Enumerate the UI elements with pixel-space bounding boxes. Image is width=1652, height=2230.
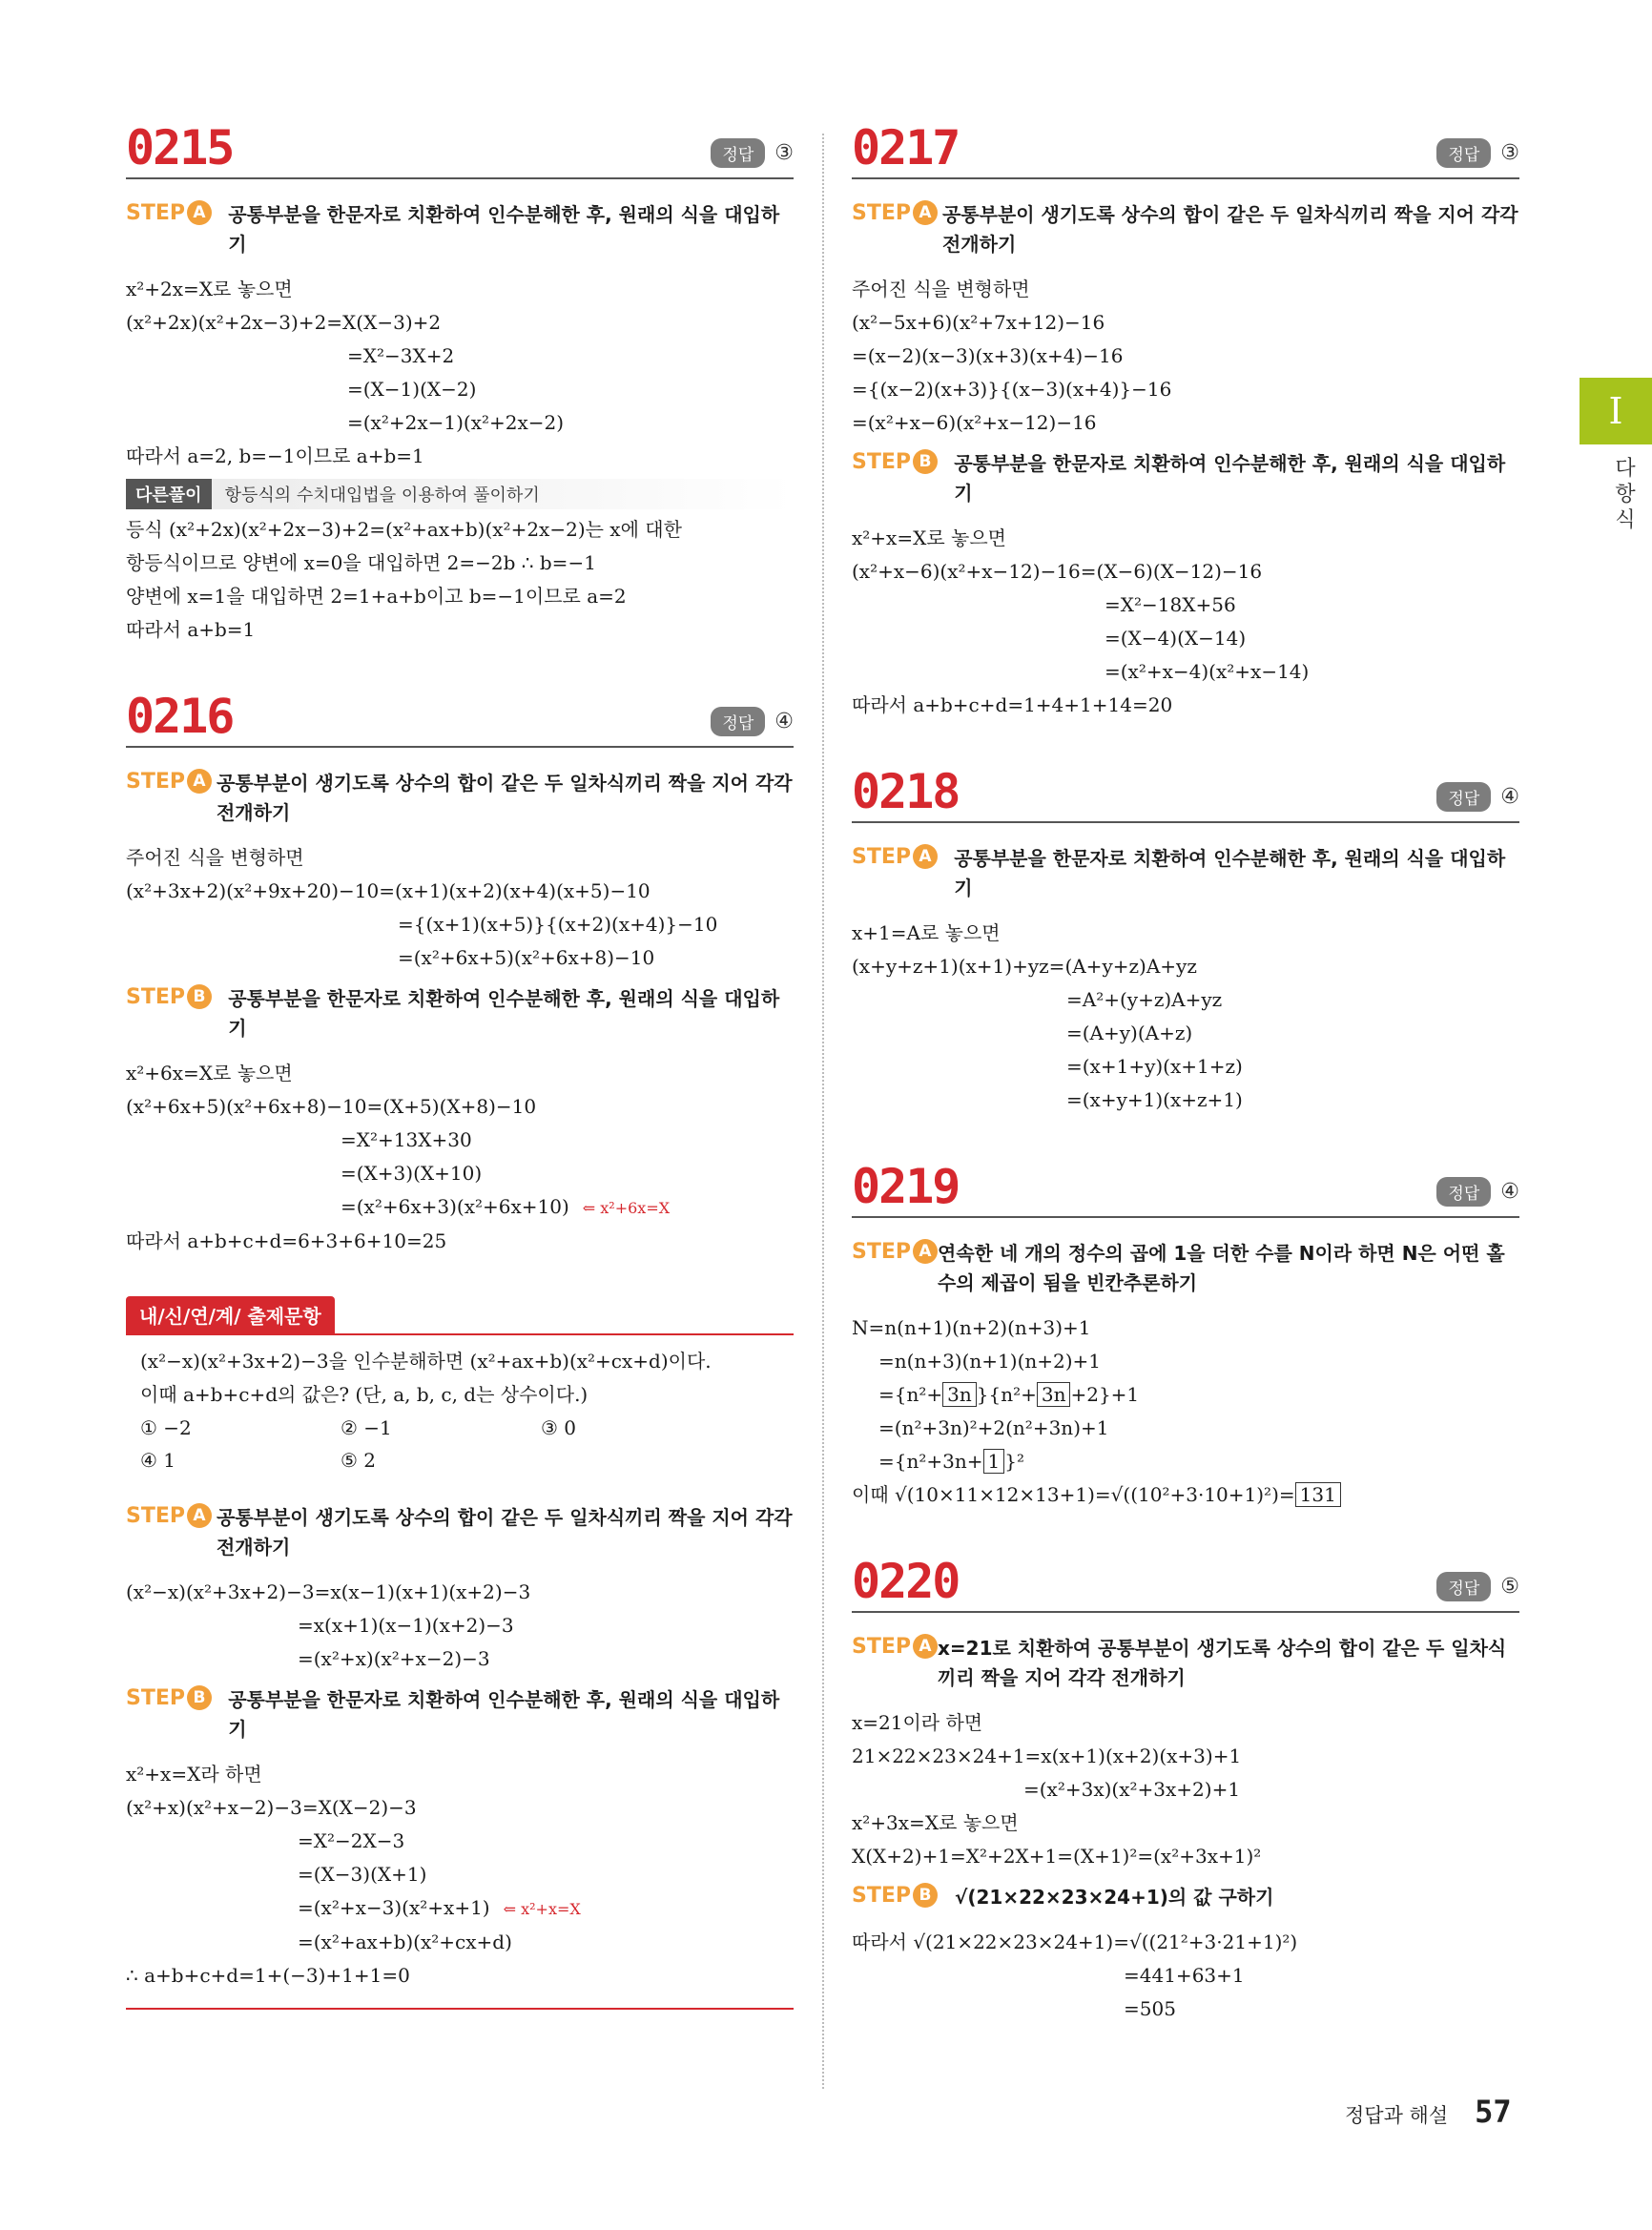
solution-line: =(x²+6x+3)(x²+6x+10) ⇐ x²+6x=X: [341, 1195, 671, 1218]
solution-line: 따라서 a=2, b=−1이므로 a+b=1: [126, 444, 424, 467]
solution-line: =(x²+x−6)(x²+x−12)−16: [852, 411, 1097, 434]
naesin-badge: 내/신/연/계/ 출제문항: [126, 1296, 335, 1333]
solution-line: ={n²+ 3n }{n²+ 3n +2}+1: [878, 1383, 1140, 1406]
step-a: STEP A 공통부분이 생기도록 상수의 합이 같은 두 일차식끼리 짝을 지어 각각 전개하기: [126, 1503, 794, 1562]
answer: [711, 707, 794, 736]
step-title: 공통부분을 한문자로 치환하여 인수분해한 후, 원래의 식을 대입하기: [954, 452, 1506, 505]
solution-line: ={n²+3n+ 1 }²: [878, 1450, 1024, 1473]
alternative-solution-header: [126, 479, 794, 509]
problem-0216: [126, 689, 794, 1258]
solution-line: (x²−5x+6)(x²+7x+12)−16: [852, 311, 1105, 334]
problem-0219: [852, 1159, 1519, 1512]
step-a: STEP A 연속한 네 개의 정수의 곱에 1을 더한 수를 N이라 하면 N은 어떤 홀수의 제곱이 됨을 빈칸추론하기: [852, 1239, 1519, 1298]
step-title: 공통부분을 한문자로 치환하여 인수분해한 후, 원래의 식을 대입하기: [228, 1688, 780, 1741]
answer-value: ④: [1500, 1180, 1519, 1204]
solution-line: =(X+3)(X+10): [341, 1162, 483, 1185]
solution-line: =(x+y+1)(x+z+1): [1066, 1088, 1243, 1111]
solution-line: x=21이라 하면: [852, 1711, 983, 1734]
solution-line: 따라서 a+b+c+d=1+4+1+14=20: [852, 693, 1173, 716]
solution-line: =A²+(y+z)A+yz: [1066, 988, 1223, 1011]
choice[interactable]: ② −1: [341, 1416, 392, 1439]
step-title: 공통부분이 생기도록 상수의 합이 같은 두 일차식끼리 짝을 지어 각각 전개하기: [941, 203, 1518, 256]
solution-line: =(X−1)(X−2): [347, 378, 477, 401]
step-letter-icon: B: [187, 1685, 212, 1710]
question-line: 이때 a+b+c+d의 값은? (단, a, b, c, d는 상수이다.): [140, 1383, 589, 1406]
step-title: 공통부분이 생기도록 상수의 합이 같은 두 일차식끼리 짝을 지어 각각 전개하기: [216, 1506, 793, 1559]
solution-line: =(X−3)(X+1): [298, 1863, 427, 1886]
solution-line: (x²+x)(x²+x−2)−3=X(X−2)−3: [126, 1796, 417, 1819]
alt-line: 등식 (x²+2x)(x²+2x−3)+2=(x²+ax+b)(x²+2x−2)는 x에 대한: [126, 518, 682, 541]
chapter-tab[interactable]: I: [1580, 378, 1652, 444]
problem-number: 0220: [852, 1554, 960, 1609]
answer: [711, 138, 794, 168]
solution-line: x²+x=X로 놓으면: [852, 527, 1006, 549]
step-b: STEP B 공통부분을 한문자로 치환하여 인수분해한 후, 원래의 식을 대입하기: [852, 449, 1519, 508]
left-column: [126, 120, 794, 2010]
choices: [126, 1412, 794, 1476]
answer: [1436, 1572, 1519, 1601]
answer: [1436, 782, 1519, 812]
column-divider: [822, 134, 824, 2089]
answer-value: ④: [774, 710, 794, 733]
alt-title: 항등식의 수치대입법을 이용하여 풀이하기: [224, 485, 540, 506]
step-letter-icon: A: [913, 1634, 938, 1659]
choice[interactable]: ③ 0: [541, 1416, 577, 1439]
choice[interactable]: ④ 1: [140, 1449, 176, 1472]
solution-line: =(x²+x−4)(x²+x−14): [1105, 660, 1310, 683]
answer-badge: 정답: [1436, 1572, 1491, 1601]
step-a: STEP A 공통부분이 생기도록 상수의 합이 같은 두 일차식끼리 짝을 지어 각각 전개하기: [852, 200, 1519, 259]
answer-badge: 정답: [1436, 782, 1491, 812]
problem-0218: [852, 764, 1519, 1117]
page-number: 57: [1475, 2094, 1512, 2130]
solution-line: =(x−2)(x−3)(x+3)(x+4)−16: [852, 344, 1124, 367]
answer: [1436, 1177, 1519, 1207]
step-a: STEP A x=21로 치환하여 공통부분이 생기도록 상수의 합이 같은 두 일차식끼리 짝을 지어 각각 전개하기: [852, 1634, 1519, 1693]
step-letter-icon: B: [913, 1883, 938, 1908]
answer-value: ③: [774, 141, 794, 165]
step-letter-icon: A: [187, 1503, 212, 1528]
solution-line: (x²+6x+5)(x²+6x+8)−10=(X+5)(X+8)−10: [126, 1095, 537, 1118]
step-title: 공통부분을 한문자로 치환하여 인수분해한 후, 원래의 식을 대입하기: [228, 203, 780, 256]
alt-line: 따라서 a+b=1: [126, 618, 256, 641]
answer-badge: 정답: [1436, 138, 1491, 168]
solution-line: =(X−4)(X−14): [1105, 627, 1247, 650]
solution-line: (x²+2x)(x²+2x−3)+2=X(X−3)+2: [126, 311, 442, 334]
solution-line: x+1=A로 놓으면: [852, 921, 1001, 944]
answer-badge: 정답: [1436, 1177, 1491, 1207]
alt-line: 양변에 x=1을 대입하면 2=1+a+b이고 b=−1이므로 a=2: [126, 585, 627, 608]
step-letter-icon: B: [187, 984, 212, 1009]
answer: [1436, 138, 1519, 168]
problem-0220: [852, 1554, 1519, 2026]
solution-line: =X²−2X−3: [298, 1829, 405, 1852]
problem-number: 0216: [126, 689, 234, 744]
alt-badge: 다른풀이: [126, 479, 212, 509]
answer-value: ④: [1500, 785, 1519, 809]
step-a: STEP A 공통부분이 생기도록 상수의 합이 같은 두 일차식끼리 짝을 지어 각각 전개하기: [126, 769, 794, 828]
problem-number: 0217: [852, 120, 960, 176]
step-title: 공통부분을 한문자로 치환하여 인수분해한 후, 원래의 식을 대입하기: [228, 987, 780, 1040]
solution-line: 주어진 식을 변형하면: [126, 846, 304, 869]
substitution-note: ⇐ x²+6x=X: [582, 1199, 671, 1217]
problem-number: 0215: [126, 120, 234, 176]
step-b: STEP B 공통부분을 한문자로 치환하여 인수분해한 후, 원래의 식을 대입하기: [126, 1685, 794, 1745]
solution-line: =(x²+x−3)(x²+x+1) ⇐ x²+x=X: [298, 1896, 581, 1919]
solution-line: =X²+13X+30: [341, 1128, 472, 1151]
solution-line: (x+y+z+1)(x+1)+yz=(A+y+z)A+yz: [852, 955, 1197, 978]
solution-line: ={(x+1)(x+5)}{(x+2)(x+4)}−10: [398, 913, 718, 936]
question-line: (x²−x)(x²+3x+2)−3을 인수분해하면 (x²+ax+b)(x²+cx+d)이다.: [140, 1350, 712, 1373]
solution-line: (x²+x−6)(x²+x−12)−16=(X−6)(X−12)−16: [852, 560, 1263, 583]
blank-box: 131: [1295, 1482, 1341, 1507]
solution-line: x²+x=X라 하면: [126, 1763, 262, 1786]
step-letter-icon: A: [913, 200, 938, 225]
solution-line: x²+2x=X로 놓으면: [126, 278, 293, 300]
step-title: x=21로 치환하여 공통부분이 생기도록 상수의 합이 같은 두 일차식끼리 짝을 지어 각각 전개하기: [938, 1637, 1507, 1689]
substitution-note: ⇐ x²+x=X: [503, 1900, 581, 1918]
solution-line: =n(n+3)(n+1)(n+2)+1: [878, 1350, 1102, 1373]
naesin-problem: [126, 1296, 794, 2010]
problem-number: 0219: [852, 1159, 960, 1214]
step-title: 공통부분을 한문자로 치환하여 인수분해한 후, 원래의 식을 대입하기: [954, 847, 1506, 899]
solution-line: =x(x+1)(x−1)(x+2)−3: [298, 1614, 514, 1637]
solution-line: 21×22×23×24+1=x(x+1)(x+2)(x+3)+1: [852, 1745, 1242, 1767]
solution-line: =(n²+3n)²+2(n²+3n)+1: [878, 1416, 1109, 1439]
solution-line: =441+63+1: [1124, 1964, 1245, 1987]
problem-0217: [852, 120, 1519, 722]
answer-value: ③: [1500, 141, 1519, 165]
alt-line: 항등식이므로 양변에 x=0을 대입하면 2=−2b ∴ b=−1: [126, 551, 596, 574]
solution-line: =(A+y)(A+z): [1066, 1022, 1193, 1044]
choice[interactable]: ⑤ 2: [341, 1449, 377, 1472]
problem-number: 0218: [852, 764, 960, 819]
solution-line: X(X+2)+1=X²+2X+1=(X+1)²=(x²+3x+1)²: [852, 1845, 1262, 1868]
footer-text: 정답과 해설: [1345, 2104, 1449, 2127]
step-a: STEP A 공통부분을 한문자로 치환하여 인수분해한 후, 원래의 식을 대입하기: [126, 200, 794, 259]
solution-line: N=n(n+1)(n+2)(n+3)+1: [852, 1316, 1091, 1339]
solution-line: (x²+3x+2)(x²+9x+20)−10=(x+1)(x+2)(x+4)(x+5)−10: [126, 879, 650, 902]
step-b: STEP B 공통부분을 한문자로 치환하여 인수분해한 후, 원래의 식을 대입하기: [126, 984, 794, 1043]
solution-line: 이때 √(10×11×12×13+1)=√((10²+3·10+1)²)= 131: [852, 1478, 1519, 1512]
solution-line: =X²−3X+2: [347, 344, 455, 367]
step-letter-icon: A: [913, 844, 938, 869]
solution-line: =505: [1124, 1997, 1176, 2020]
chapter-label: 다항식: [1615, 457, 1636, 532]
answer-badge: 정답: [711, 138, 765, 168]
solution-line: ∴ a+b+c+d=1+(−3)+1+1=0: [126, 1964, 410, 1987]
solution-line: 따라서 a+b+c+d=6+3+6+10=25: [126, 1229, 447, 1252]
solution-line: =X²−18X+56: [1105, 593, 1236, 616]
naesin-bottom-rule: [126, 2008, 794, 2010]
step-letter-icon: A: [187, 200, 212, 225]
blank-box: 1: [983, 1449, 1005, 1474]
step-b: STEP B √(21×22×23×24+1)의 값 구하기: [852, 1883, 1519, 1912]
blank-box: 3n: [1037, 1382, 1071, 1407]
solution-line: =(x²+3x)(x²+3x+2)+1: [1023, 1778, 1241, 1801]
blank-box: 3n: [942, 1382, 977, 1407]
solution-line: (x²−x)(x²+3x+2)−3=x(x−1)(x+1)(x+2)−3: [126, 1580, 531, 1603]
right-column: [852, 120, 1519, 2026]
step-title: 공통부분이 생기도록 상수의 합이 같은 두 일차식끼리 짝을 지어 각각 전개하기: [216, 772, 793, 824]
solution-line: x²+3x=X로 놓으면: [852, 1811, 1019, 1834]
solution-line: ={(x−2)(x+3)}{(x−3)(x+4)}−16: [852, 378, 1172, 401]
solution-line: =(x²+x)(x²+x−2)−3: [298, 1647, 490, 1670]
solution-line: =(x²+2x−1)(x²+2x−2): [347, 411, 565, 434]
solution-line: x²+6x=X로 놓으면: [126, 1062, 293, 1084]
answer-badge: 정답: [711, 707, 765, 736]
answer-value: ⑤: [1500, 1575, 1519, 1599]
page-footer: [1345, 2094, 1512, 2130]
solution-line: 따라서 √(21×22×23×24+1)=√((21²+3·21+1)²): [852, 1931, 1298, 1953]
solution-line: =(x²+6x+5)(x²+6x+8)−10: [398, 946, 655, 969]
step-letter-icon: A: [187, 769, 212, 794]
solution-line: =(x+1+y)(x+1+z): [1066, 1055, 1243, 1078]
step-a: STEP A 공통부분을 한문자로 치환하여 인수분해한 후, 원래의 식을 대입하기: [852, 844, 1519, 903]
step-letter-icon: B: [913, 449, 938, 474]
step-letter-icon: A: [913, 1239, 938, 1264]
solution-line: =(x²+ax+b)(x²+cx+d): [298, 1931, 512, 1953]
step-title: 연속한 네 개의 정수의 곱에 1을 더한 수를 N이라 하면 N은 어떤 홀수의 제곱이 됨을 빈칸추론하기: [938, 1242, 1505, 1294]
choice[interactable]: ① −2: [140, 1416, 192, 1439]
step-title: √(21×22×23×24+1)의 값 구하기: [955, 1886, 1274, 1909]
problem-0215: [126, 120, 794, 647]
solution-line: 주어진 식을 변형하면: [852, 278, 1030, 300]
